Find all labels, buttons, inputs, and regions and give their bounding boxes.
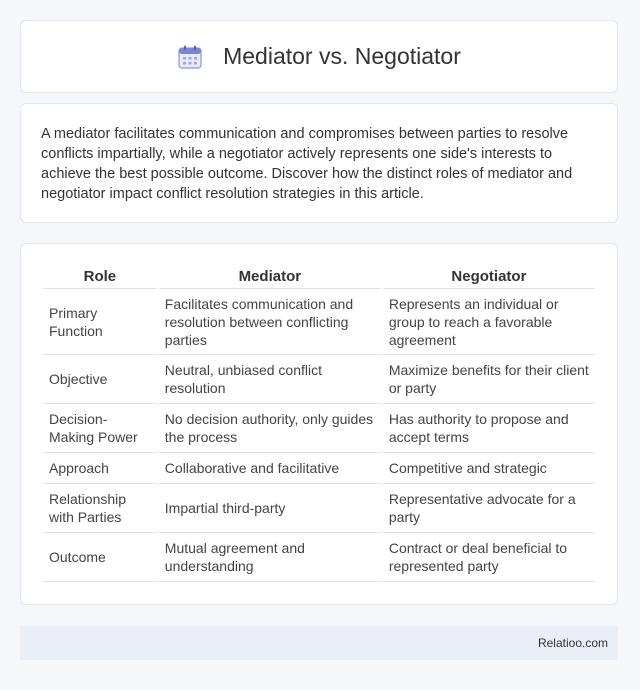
row-role: Primary Function	[43, 289, 157, 355]
table-row	[43, 289, 595, 355]
row-role: Decision-Making Power	[43, 404, 157, 453]
comparison-card	[20, 243, 618, 605]
header-card	[20, 20, 618, 93]
footer	[20, 626, 618, 660]
row-negotiator: Maximize benefits for their client or party	[383, 355, 595, 404]
row-mediator: Mutual agreement and understanding	[159, 533, 381, 582]
comparison-table	[41, 264, 597, 582]
page-title: Mediator vs. Negotiator	[223, 43, 461, 69]
intro-text: A mediator facilitates communication and compromises between parties to resolve conflicts impartially, while a negotiator actively represents one side's interests to achieve the best possible outcome. Discover how the distinct roles of mediator and negotiator impact conflict resolution strategies in this article.	[41, 126, 573, 202]
intro-card	[20, 103, 618, 223]
row-mediator: No decision authority, only guides the process	[159, 404, 381, 453]
row-negotiator: Competitive and strategic	[383, 453, 595, 484]
table-row	[43, 355, 595, 404]
row-negotiator: Has authority to propose and accept terms	[383, 404, 595, 453]
header-negotiator: Negotiator	[383, 264, 595, 289]
table-row	[43, 533, 595, 582]
row-mediator: Impartial third-party	[159, 484, 381, 533]
table-row	[43, 484, 595, 533]
header-role: Role	[43, 264, 157, 289]
row-negotiator: Representative advocate for a party	[383, 484, 595, 533]
header-mediator: Mediator	[159, 264, 381, 289]
calendar-icon	[177, 44, 203, 70]
row-mediator: Facilitates communication and resolution between conflicting parties	[159, 289, 381, 355]
table-row	[43, 453, 595, 484]
row-mediator: Collaborative and facilitative	[159, 453, 381, 484]
row-role: Objective	[43, 355, 157, 404]
row-role: Outcome	[43, 533, 157, 582]
row-role: Approach	[43, 453, 157, 484]
row-negotiator: Contract or deal beneficial to represented party	[383, 533, 595, 582]
row-role: Relationship with Parties	[43, 484, 157, 533]
row-mediator: Neutral, unbiased conflict resolution	[159, 355, 381, 404]
row-negotiator: Represents an individual or group to reach a favorable agreement	[383, 289, 595, 355]
table-header-row	[43, 264, 595, 289]
footer-brand: Relatioo.com	[537, 636, 608, 650]
table-row	[43, 404, 595, 453]
